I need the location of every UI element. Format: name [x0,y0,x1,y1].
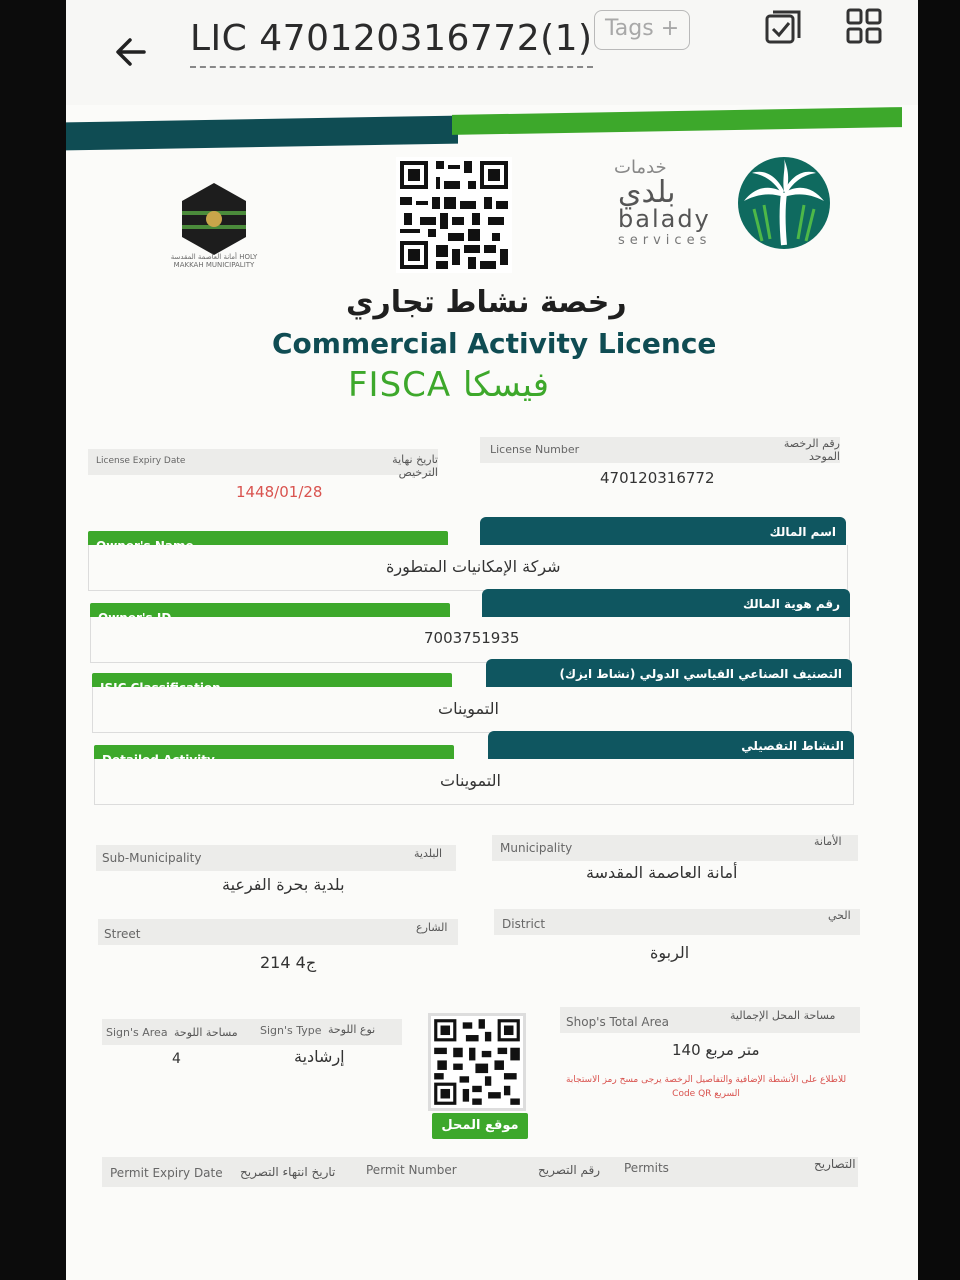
balady-services: services [618,233,712,248]
street-label: Street [104,927,141,941]
municipality-field [492,835,858,861]
shop-location-button[interactable]: موقع المحل [432,1113,528,1139]
permits-label: Permits [624,1161,669,1175]
sign-area-value: 4 [172,1051,181,1067]
street-value: ج4 214 [260,953,317,972]
tags-button[interactable]: Tags + [594,10,690,50]
district-field [494,909,860,935]
sign-type-label-ar: نوع اللوحة [328,1023,376,1036]
header-band-green [452,107,902,135]
permit-expiry-label-ar: تاريخ انتهاء التصريح [240,1165,336,1179]
qr-notice-text: للاطلاع على الأنشطة الإضافية والتفاصيل الرخصة يرجى مسح رمز الاستجابة السريع Code QR [565,1075,847,1099]
grid-view-icon[interactable] [846,8,882,44]
permits-header [102,1157,858,1187]
detailed-activity-label-ar: النشاط التفصيلي [488,731,854,761]
sign-type-value: إرشادية [294,1047,345,1066]
sub-municipality-label: Sub-Municipality [102,851,202,865]
owner-id-label-ar: رقم هوية المالك [482,589,850,619]
header-band-teal [66,116,458,151]
license-number-label: License Number [490,443,580,456]
document-title-english: Commercial Activity Licence [272,327,717,360]
license-expiry-field [88,449,438,479]
device-bezel-left [0,0,66,1280]
permits-label-ar: التصاريح [814,1157,856,1171]
app-bar [66,0,918,105]
shop-area-field [560,1007,860,1033]
license-number-value: 470120316772 [600,469,715,487]
sub-municipality-field [96,845,456,871]
balady-arabic-services: خدمات [614,157,667,178]
shop-area-label: Shop's Total Area [566,1015,670,1029]
emblem-caption: أمانة العاصمة المقدسة HOLY MAKKAH MUNICIPALITY [170,253,258,269]
sign-area-label: Sign's Area [106,1026,168,1039]
balady-name: balady [618,205,711,233]
detailed-activity-value: التموينات [440,771,501,790]
sign-area-label-ar: مساحة اللوحة [174,1026,238,1039]
sign-fields [102,1019,402,1045]
street-label-ar: الشارع [416,921,448,934]
document-title[interactable]: LIC 470120316772(1) [190,12,593,68]
isic-classification-label-ar: التصنيف الصناعي القياسي الدولي (نشاط ايزك) [486,659,852,689]
sign-type-label: Sign's Type [260,1024,322,1037]
district-label-ar: الحي [828,909,851,922]
business-name: FISCA فيسكا [348,365,549,405]
municipality-value: أمانة العاصمة المقدسة [586,863,738,882]
isic-classification-value: التموينات [438,699,499,718]
shop-location-qr-code[interactable] [428,1013,526,1111]
municipality-label-ar: الأمانة [814,835,842,848]
back-arrow-icon[interactable] [110,30,154,74]
screen [66,0,918,1280]
permit-expiry-label: Permit Expiry Date [110,1166,223,1180]
owner-id-value: 7003751935 [424,629,520,647]
sub-municipality-label-ar: البلدية [414,847,443,860]
license-qr-code[interactable] [396,157,512,273]
owner-name-value: شركة الإمكانيات المتطورة [386,557,561,576]
sub-municipality-value: بلدية بحرة الفرعية [222,875,345,894]
balady-arabic-name: بلدي [618,175,676,210]
owner-name-label-ar: اسم المالك [480,517,846,547]
select-checkbox-icon[interactable] [763,8,803,48]
device-bezel-right [918,0,960,1280]
balady-palm-logo-icon [734,153,834,253]
district-value: الربوة [650,943,690,962]
district-label: District [502,917,546,931]
license-document [66,105,918,1280]
document-title-arabic: رخصة نشاط تجاري [346,285,627,320]
permit-number-label-ar: رقم التصريح [538,1163,601,1177]
street-field [98,919,458,945]
license-expiry-value: 1448/01/28 [236,483,323,501]
municipality-label: Municipality [500,841,573,855]
shop-area-label-ar: مساحة المحل الإجمالية [730,1009,836,1022]
license-expiry-label: License Expiry Date [96,456,186,466]
shop-area-value: 140 متر مربع [672,1041,760,1059]
license-number-field [480,437,840,463]
license-number-label-ar: رقم الرخصة الموحد [783,437,840,463]
permit-number-label: Permit Number [366,1163,457,1177]
license-expiry-label-ar: تاريخ نهاية الترخيص [392,453,438,479]
